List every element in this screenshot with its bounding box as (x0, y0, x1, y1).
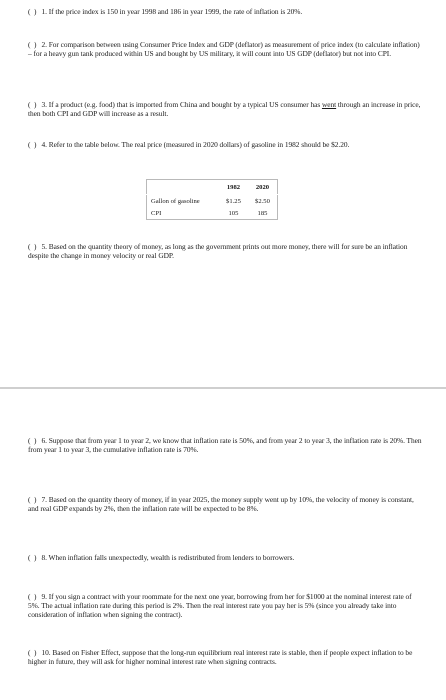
answer-blank[interactable]: ( ) (28, 40, 37, 49)
question-text: 3. If a product (e.g. food) that is imported from China and bought by a typical US consumer has (41, 100, 322, 109)
page-bottom (0, 389, 446, 700)
table-cell: 185 (257, 209, 268, 217)
question-9 (28, 592, 423, 620)
table-cell: $2.50 (255, 197, 270, 205)
answer-blank[interactable]: ( ) (28, 242, 37, 251)
answer-blank[interactable]: ( ) (28, 436, 37, 445)
table-cell: 105 (228, 209, 239, 217)
question-3 (28, 100, 423, 118)
question-8 (28, 553, 423, 562)
question-text: 4. Refer to the table below. The real price (measured in 2020 dollars) of gasoline in 1982 should be $2.20. (41, 140, 350, 149)
table-row (147, 195, 278, 208)
answer-blank[interactable]: ( ) (28, 648, 37, 657)
answer-blank[interactable]: ( ) (28, 553, 37, 562)
answer-blank[interactable]: ( ) (28, 495, 37, 504)
table-header-cell (147, 180, 219, 195)
question-text: 10. Based on Fisher Effect, suppose that the long-run equilibrium real interest rate is stable, then if people expect inflation to be higher in future, they will ask for higher nominal interest rate when signing contracts. (28, 648, 413, 667)
question-1 (28, 7, 423, 16)
answer-blank[interactable]: ( ) (28, 100, 37, 109)
question-2 (28, 40, 423, 58)
question-6 (28, 436, 423, 454)
question-5 (28, 242, 423, 260)
question-7 (28, 495, 423, 513)
question-4 (28, 140, 423, 149)
table-cell: $1.25 (226, 197, 241, 205)
answer-blank[interactable]: ( ) (28, 7, 37, 16)
gasoline-cpi-table (146, 179, 278, 220)
table-row (147, 207, 278, 220)
table-cell: Gallon of gasoline (151, 197, 200, 205)
underlined-word: went (321, 100, 337, 109)
question-text: 1. If the price index is 150 in year 1998 and 186 in year 1999, the rate of inflation is 20%. (41, 7, 303, 16)
question-text: 7. Based on the quantity theory of money, if in year 2025, the money supply went up by 10%, the velocity of money is constant, and real GDP expands by 2%, then the inflation rate will be expected to be 8%. (28, 495, 414, 514)
table-cell: CPI (151, 209, 162, 217)
table-header-cell: 1982 (219, 180, 248, 195)
answer-blank[interactable]: ( ) (28, 592, 37, 601)
table-header-cell: 2020 (248, 180, 278, 195)
question-text: 6. Suppose that from year 1 to year 2, we know that inflation rate is 50%, and from year 2 to year 3, the inflation rate is 20%. Then from year 1 to year 3, the cumulative inflation rate is 70%. (28, 436, 422, 455)
question-text: 5. Based on the quantity theory of money, as long as the government prints out more money, there will for sure be an inflation despite the change in money velocity or real GDP. (28, 242, 408, 261)
question-text: 9. If you sign a contract with your roommate for the next one year, borrowing from her for $1000 at the nominal interest rate of 5%. The actual inflation rate during this period is 2%. Then the real interest rate you pay her is 5% (since you already take into consideration of inflation when signing the contract). (28, 592, 412, 620)
question-10 (28, 648, 423, 666)
table-header-row (147, 180, 278, 195)
question-text: 8. When inflation falls unexpectedly, wealth is redistributed from lenders to borrowers. (41, 553, 295, 562)
answer-blank[interactable]: ( ) (28, 140, 37, 149)
question-text: through an increase in price, then both CPI and GDP will increase as a result. (28, 100, 421, 119)
question-text: 2. For comparison between using Consumer Price Index and GDP (deflator) as measurement of price index (to calculate inflation) – for a heavy gun tank produced within US and bought by US military, it will count into US GDP (deflator) but not into CPI. (28, 40, 420, 59)
